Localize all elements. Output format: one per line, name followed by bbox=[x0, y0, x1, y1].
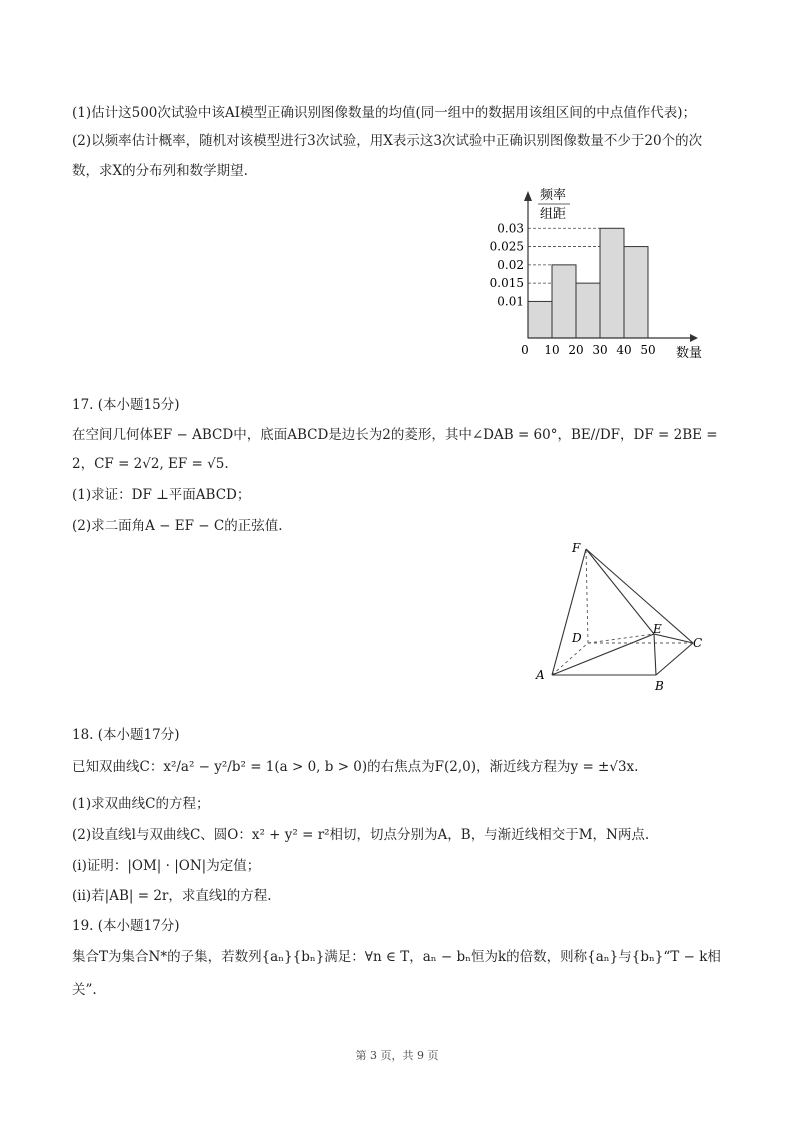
vertex-label-D: D bbox=[572, 631, 582, 645]
x-axis-arrow bbox=[690, 334, 698, 342]
histogram-bar bbox=[528, 301, 552, 338]
y-tick-label: 0.03 bbox=[497, 221, 524, 236]
edge-FC bbox=[586, 549, 693, 643]
x-tick-label: 30 bbox=[592, 343, 608, 357]
y-tick-label: 0.01 bbox=[497, 294, 524, 309]
histogram-bar bbox=[624, 247, 648, 338]
y-axis-label-top: 频率 bbox=[540, 188, 567, 203]
q16-part1: (1)估计这500次试验中该AI模型正确识别图像数量的均值(同一组中的数据用该组区间的中点值作代表)； bbox=[72, 105, 697, 121]
y-tick-label: 0.025 bbox=[489, 239, 524, 254]
x-tick-label: 50 bbox=[640, 343, 656, 357]
y-axis-label-bottom: 组距 bbox=[540, 207, 567, 222]
q17-part2: (2)求二面角A − EF − C的正弦值. bbox=[72, 518, 283, 534]
y-axis-arrow bbox=[524, 191, 532, 201]
x-tick-label: 40 bbox=[616, 343, 632, 357]
edge-AE bbox=[552, 634, 654, 675]
vertex-label-E: E bbox=[653, 622, 662, 636]
q16-part2-line1: (2)以频率估计概率，随机对该模型进行3次试验，用X表示这3次试验中正确识别图像数量不少于20个的次 bbox=[72, 133, 703, 149]
q17-header: 17. (本小题15分) bbox=[72, 397, 180, 413]
q18-header: 18. (本小题17分) bbox=[72, 727, 180, 743]
vertex-label-F: F bbox=[572, 541, 581, 555]
edge-AD bbox=[552, 643, 588, 675]
x-axis-label: 数量 bbox=[676, 346, 703, 360]
origin-label: 0 bbox=[521, 343, 529, 357]
edge-DF bbox=[586, 549, 588, 643]
vertex-label-B: B bbox=[655, 679, 664, 693]
y-tick-labels bbox=[490, 221, 524, 308]
edge-FE bbox=[586, 549, 654, 634]
q17-line1: 在空间几何体EF − ABCD中，底面ABCD是边长为2的菱形，其中∠DAB = 60°，BE//DF，DF = 2BE = bbox=[72, 427, 718, 443]
q19-line1: 集合T为集合N*的子集，若数列{aₙ}{bₙ}满足：∀n ∈ T，aₙ − bₙ恒为k的倍数，则称{aₙ}与{bₙ}“T − k相 bbox=[72, 949, 721, 965]
q17-part1: (1)求证：DF ⊥平面ABCD； bbox=[72, 487, 251, 503]
q18-part1: (1)求双曲线C的方程； bbox=[72, 796, 210, 812]
edge-BC bbox=[656, 643, 693, 675]
q18-part2-ii: (ii)若|AB| = 2r，求直线l的方程. bbox=[72, 888, 272, 904]
x-tick-labels bbox=[544, 343, 655, 357]
vertex-label-C: C bbox=[693, 636, 703, 650]
vertex-label-A: A bbox=[536, 668, 545, 682]
solid-geometry-figure bbox=[530, 538, 710, 693]
frequency-histogram bbox=[480, 185, 710, 360]
histogram-bar bbox=[552, 265, 576, 338]
histogram-bar bbox=[576, 283, 600, 338]
q18-part2-i: (i)证明：|OM| · |ON|为定值； bbox=[72, 858, 261, 874]
histogram-bar bbox=[600, 228, 624, 338]
q16-part2-line2: 数，求X的分布列和数学期望. bbox=[72, 163, 248, 179]
q19-header: 19. (本小题17分) bbox=[72, 918, 180, 934]
y-tick-label: 0.02 bbox=[497, 257, 524, 272]
edge-AF bbox=[552, 549, 586, 675]
x-tick-label: 10 bbox=[544, 343, 560, 357]
edge-EB bbox=[654, 634, 656, 675]
x-tick-label: 20 bbox=[568, 343, 584, 357]
q18-line1: 已知双曲线C：x²/a² − y²/b² = 1(a > 0, b > 0)的右焦点为F(2,0)，渐近线方程为y = ±√3x. bbox=[72, 759, 639, 775]
y-tick-label: 0.015 bbox=[489, 276, 524, 291]
page-footer: 第 3 页，共 9 页 bbox=[355, 1049, 439, 1062]
q17-line2: 2，CF = 2√2, EF = √5. bbox=[72, 456, 229, 472]
q18-part2: (2)设直线l与双曲线C、圆O：x² + y² = r²相切，切点分别为A，B，与渐近线相交于M，N两点. bbox=[72, 827, 650, 843]
q19-line2: 关”. bbox=[72, 982, 97, 998]
